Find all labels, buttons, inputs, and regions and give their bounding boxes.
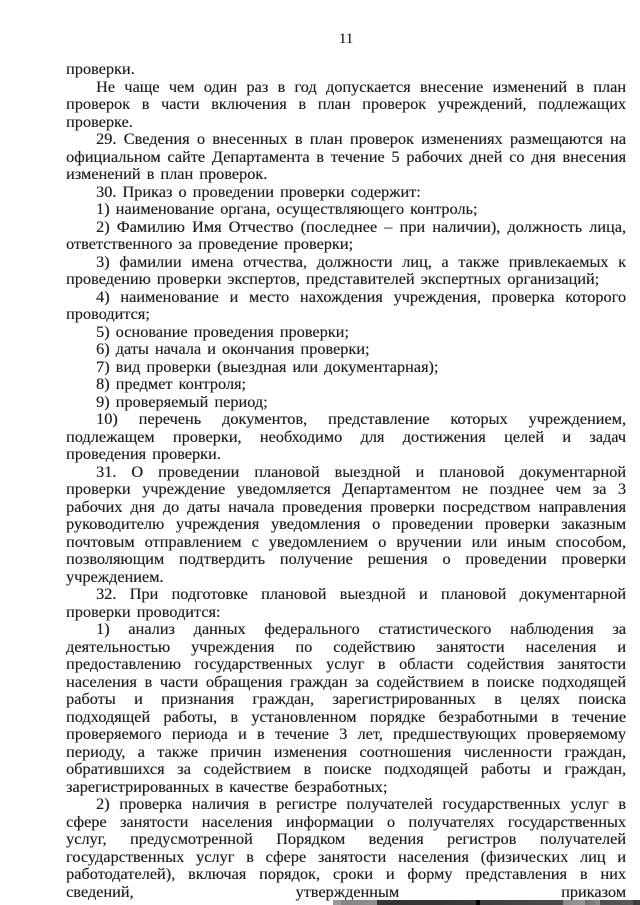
para-30: 30. Приказ о проведении проверки содержит: <box>96 181 421 201</box>
para-continued-from-previous-page: проверки. <box>66 59 135 78</box>
para-32: 32. При подготовке плановой выездной и плановой документарной проверки проводится: <box>66 584 626 621</box>
item-30-7: 7) вид проверки (выездная или документарная); <box>96 356 439 376</box>
document-body <box>66 60 626 900</box>
para-31: 31. О проведении плановой выездной и плановой документарной проверки учреждение уведомляется Департаментом не позднее чем за 3 рабочих дня до даты начала проведения проверки посредством направления руководителю учреждения уведомления о проведении проверки заказным почтовым отправлением с уведомлением о вручении или иным способом, позволяющим подтвердить получение решения о проведении проверки учреждением. <box>66 461 626 586</box>
item-30-5: 5) основание проведения проверки; <box>96 321 349 341</box>
item-30-8: 8) предмет контроля; <box>96 374 246 393</box>
para-change-frequency: Не чаще чем один раз в год допускается внесение изменений в план проверок в части включения в план проверок учреждений, подлежащих проверке. <box>66 76 626 131</box>
item-30-10: 10) перечень документов, представление которых учреждением, подлежащем проверки, необходимо для достижения целей и задач проведения проверки. <box>66 409 626 463</box>
item-30-2: 2) Фамилию Имя Отчество (последнее – при наличии), должность лица, ответственного за проведение проверки; <box>66 216 626 253</box>
item-30-4: 4) наименование и место нахождения учреждения, проверка которого проводится; <box>66 286 626 323</box>
item-30-1: 1) наименование органа, осуществляющего контроль; <box>96 199 478 218</box>
scan-artifact-bar <box>333 900 640 905</box>
item-30-9: 9) проверяемый период; <box>96 391 268 411</box>
page-number: 11 <box>338 31 354 47</box>
item-30-6: 6) даты начала и окончания проверки; <box>96 339 370 358</box>
item-32-1: 1) анализ данных федерального статистического наблюдения за деятельностью учреждения по содействию занятости населения и предоставлению государственных услуг в области содействия занятости населения в части обращения граждан за содействием в поиске подходящей работы и признания граждан, зарегистрированных в целях поиска подходящей работы, в установленном порядке безработными в течение проверяемого периода и в течение 3 лет, предшествующих проверяемому периоду, а также причин изменения соотношения численности граждан, обратившихся за содействием в поиске подходящей работы и граждан, зарегистрированных в качестве безработных; <box>66 619 626 796</box>
para-29: 29. Сведения о внесенных в план проверок изменениях размещаются на официальном сайте Департамента в течение 5 рабочих дней со дня внесения изменений в план проверок. <box>66 129 626 183</box>
item-32-2: 2) проверка наличия в регистре получателей государственных услуг в сфере занятости населения информации о получателях государственных услуг, предусмотренной Порядком ведения регистров получателей государственных услуг в сфере занятости населения (физических лиц и работодателей), включая порядок, сроки и форму представления в них сведений, утвержденным приказом <box>66 794 626 901</box>
item-30-3: 3) фамилии имена отчества, должности лиц, а также привлекаемых к проведению проверки экспертов, представителей экспертных организаций; <box>66 251 626 288</box>
